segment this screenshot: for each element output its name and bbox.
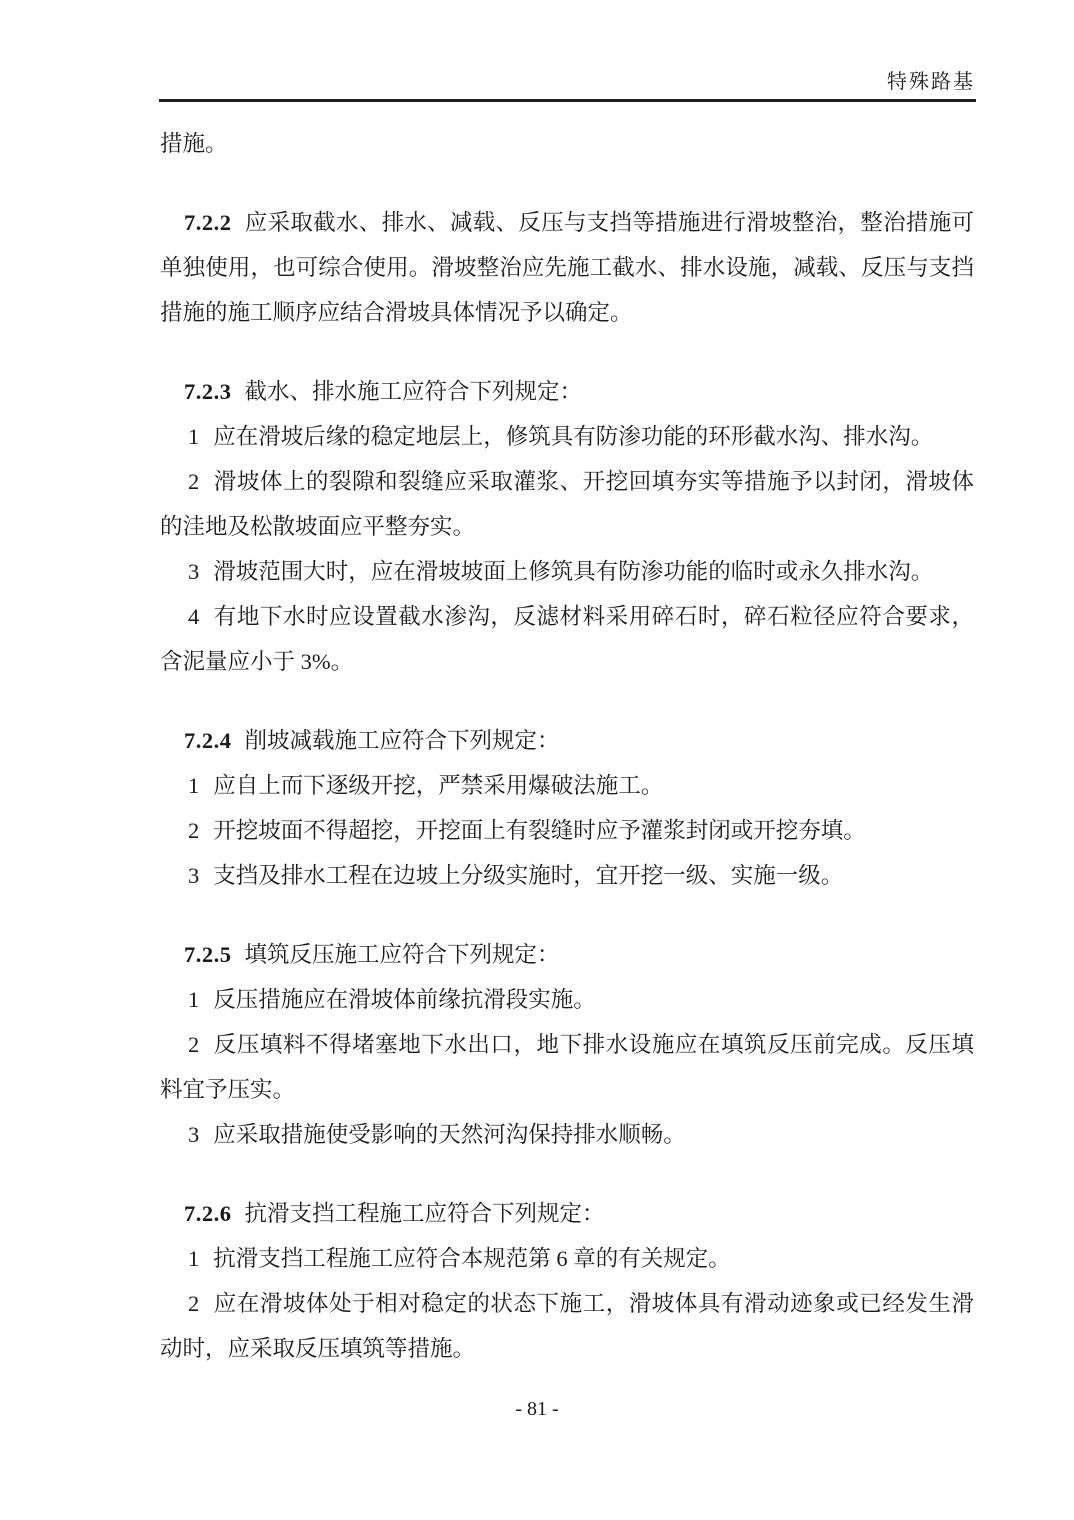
section-heading xyxy=(160,200,974,335)
list-item xyxy=(160,763,974,808)
section-number: 7.2.2 xyxy=(184,210,232,235)
section-number: 7.2.3 xyxy=(184,379,232,404)
block-text: 有地下水时应设置截水渗沟，反滤材料采用碎石时，碎石粒径应符合要求，含泥量应小于 3%。 xyxy=(160,604,974,674)
list-item xyxy=(160,853,974,898)
block-text: 应在滑坡后缘的稳定地层上，修筑具有防渗功能的环形截水沟、排水沟。 xyxy=(213,424,934,449)
list-item xyxy=(160,1022,974,1112)
list-item xyxy=(160,414,974,459)
block-text: 反压措施应在滑坡体前缘抗滑段实施。 xyxy=(213,987,596,1012)
document-content xyxy=(160,121,974,1371)
list-item xyxy=(160,1112,974,1157)
item-number: 4 xyxy=(188,604,200,629)
block-text: 反压填料不得堵塞地下水出口，地下排水设施应在填筑反压前完成。反压填料宜予压实。 xyxy=(160,1032,974,1102)
section-number: 7.2.5 xyxy=(184,942,232,967)
item-number: 3 xyxy=(188,863,200,888)
header-running-title: 特殊路基 xyxy=(887,71,975,93)
list-item xyxy=(160,977,974,1022)
block-text: 滑坡范围大时，应在滑坡坡面上修筑具有防渗功能的临时或永久排水沟。 xyxy=(213,559,934,584)
block-text: 应自上而下逐级开挖，严禁采用爆破法施工。 xyxy=(213,773,664,798)
block-text: 抗滑支挡工程施工应符合本规范第 6 章的有关规定。 xyxy=(213,1246,731,1271)
list-item xyxy=(160,549,974,594)
paragraph-continuation xyxy=(160,121,974,166)
page-footer xyxy=(0,1398,1074,1421)
list-item xyxy=(160,1236,974,1281)
section-heading xyxy=(160,932,974,977)
block-text: 开挖坡面不得超挖，开挖面上有裂缝时应予灌浆封闭或开挖夯填。 xyxy=(213,818,866,843)
item-number: 1 xyxy=(188,773,200,798)
block-text: 措施。 xyxy=(160,131,228,156)
block-text: 截水、排水施工应符合下列规定： xyxy=(244,379,583,404)
list-item xyxy=(160,1281,974,1371)
item-number: 2 xyxy=(188,1291,200,1316)
block-text: 应采取措施使受影响的天然河沟保持排水顺畅。 xyxy=(213,1122,686,1147)
item-number: 2 xyxy=(188,818,200,843)
item-number: 1 xyxy=(188,987,200,1012)
block-text: 填筑反压施工应符合下列规定： xyxy=(244,942,560,967)
block-text: 应采取截水、排水、减载、反压与支挡等措施进行滑坡整治，整治措施可单独使用，也可综合使用。滑坡整治应先施工截水、排水设施，减载、反压与支挡措施的施工顺序应结合滑坡具体情况予以确定。 xyxy=(160,210,974,325)
block-text: 应在滑坡体处于相对稳定的状态下施工，滑坡体具有滑动迹象或已经发生滑动时，应采取反压填筑等措施。 xyxy=(160,1291,974,1361)
section-number: 7.2.6 xyxy=(184,1201,232,1226)
list-item xyxy=(160,808,974,853)
list-item xyxy=(160,459,974,549)
page-number: - 81 - xyxy=(515,1398,559,1420)
section-heading xyxy=(160,718,974,763)
item-number: 1 xyxy=(188,424,200,449)
section-number: 7.2.4 xyxy=(184,728,232,753)
item-number: 3 xyxy=(188,559,200,584)
item-number: 2 xyxy=(188,469,200,494)
section-heading xyxy=(160,369,974,414)
item-number: 3 xyxy=(188,1122,200,1147)
block-text: 支挡及排水工程在边坡上分级实施时，宜开挖一级、实施一级。 xyxy=(213,863,844,888)
item-number: 1 xyxy=(188,1246,200,1271)
block-text: 抗滑支挡工程施工应符合下列规定： xyxy=(244,1201,605,1226)
header-rule xyxy=(159,99,976,102)
list-item xyxy=(160,594,974,684)
block-text: 削坡减载施工应符合下列规定： xyxy=(244,728,560,753)
item-number: 2 xyxy=(188,1032,200,1057)
block-text: 滑坡体上的裂隙和裂缝应采取灌浆、开挖回填夯实等措施予以封闭，滑坡体的洼地及松散坡面应平整夯实。 xyxy=(160,469,974,539)
section-heading xyxy=(160,1191,974,1236)
